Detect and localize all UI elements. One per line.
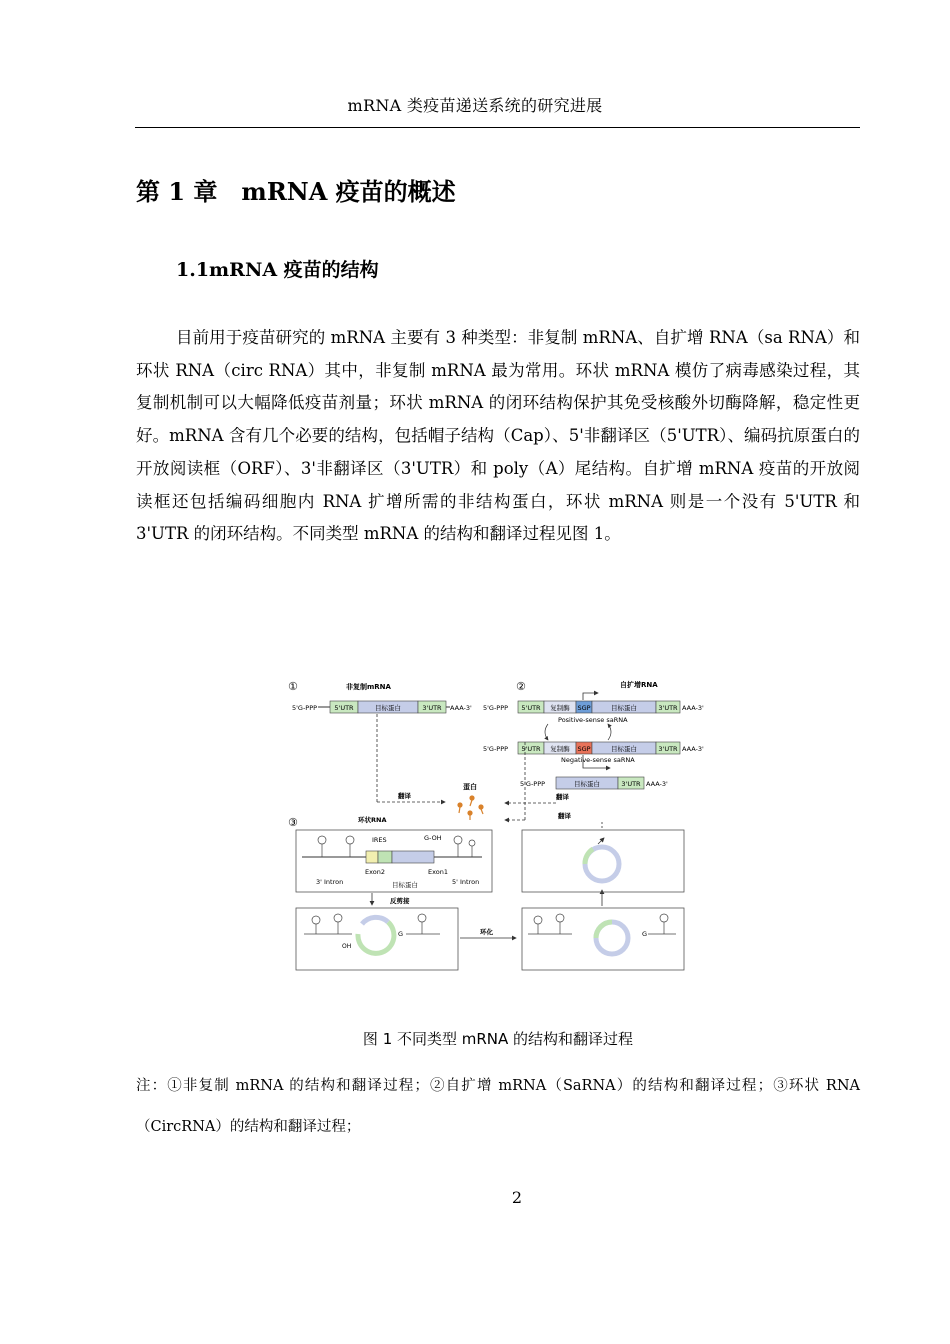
panel2-replicase: 复制酶	[550, 704, 570, 712]
panel3-target: 目标蛋白	[392, 881, 418, 889]
panel3-ires: IRES	[372, 836, 387, 844]
panel3-g-circ: G	[642, 930, 648, 938]
panel3-cyclize: 环化	[480, 928, 493, 936]
panel1-number: ①	[288, 680, 298, 693]
panel2-tail: AAA-3'	[682, 704, 704, 712]
header-rule	[135, 127, 860, 128]
panel3-title: 环状RNA	[358, 816, 387, 824]
panel1-utr3: 3'UTR	[422, 704, 442, 712]
panel1-title: 非复制mRNA	[346, 683, 391, 691]
panel1-translation: 翻译	[398, 792, 411, 800]
chapter-number: 第 1 章	[136, 177, 218, 206]
panel2-cap-neg: 5'G-PPP	[483, 745, 509, 753]
panel1-tail: AAA-3'	[450, 704, 472, 712]
panel2-replicase-neg: 复制酶	[550, 745, 570, 753]
page-number: 2	[511, 1188, 523, 1207]
panel3-backsplice: 反剪接	[390, 897, 410, 905]
panel2-utr5: 5'UTR	[521, 704, 541, 712]
body-text	[136, 322, 860, 551]
panel3-exon1: Exon1	[428, 868, 448, 876]
panel2-number: ②	[516, 680, 526, 693]
panel2-utr5-neg: 5'UTR	[521, 745, 541, 753]
panel2-sub-cap: 5'G-PPP	[520, 780, 546, 788]
panel2-sub-tail: AAA-3'	[646, 780, 668, 788]
chapter-title: mRNA 疫苗的概述	[241, 177, 456, 206]
panel1-target: 目标蛋白	[375, 704, 401, 712]
chapter-heading	[136, 172, 456, 207]
panel2-sub-target: 目标蛋白	[574, 780, 600, 788]
panel2-translation: 翻译	[556, 793, 569, 801]
panel2-utr3-neg: 3'UTR	[658, 745, 678, 753]
section-heading: 1.1mRNA 疫苗的结构	[176, 259, 379, 281]
panel3-number: ③	[288, 816, 298, 829]
panel2-cap: 5'G-PPP	[483, 704, 509, 712]
panel2-target: 目标蛋白	[611, 704, 637, 712]
panel2-positive: Positive-sense saRNA	[558, 716, 628, 724]
figure-caption: 图 1 不同类型 mRNA 的结构和翻译过程	[362, 1030, 634, 1048]
protein-label: 蛋白	[463, 783, 477, 791]
panel3-oh: OH	[342, 943, 352, 950]
panel2-title: 自扩增RNA	[620, 681, 658, 689]
panel1-cap: 5'G-PPP	[292, 704, 318, 712]
panel2-sub-utr3: 3'UTR	[621, 780, 641, 788]
panel3-box-circular	[522, 908, 684, 970]
panel3-translation: 翻译	[558, 812, 571, 820]
protein-icons	[457, 795, 483, 820]
panel2-utr3: 3'UTR	[658, 704, 678, 712]
panel3-exon2: Exon2	[365, 868, 385, 876]
panel2-tail-neg: AAA-3'	[682, 745, 704, 753]
panel3-intron5: 5' Intron	[452, 878, 480, 886]
panel2-sgp-neg: SGP	[577, 745, 591, 753]
panel3-intron3: 3' Intron	[316, 878, 344, 886]
figure-diagram	[280, 672, 720, 978]
panel2-target-neg: 目标蛋白	[611, 745, 637, 753]
panel2-negative: Negative-sense saRNA	[561, 756, 635, 764]
figure-1	[280, 672, 720, 978]
panel1-utr5: 5'UTR	[334, 704, 354, 712]
running-header: mRNA 类疫苗递送系统的研究进展	[347, 96, 603, 115]
panel3-g: G	[398, 930, 404, 938]
panel3-goh: G-OH	[424, 834, 442, 842]
panel2-sgp: SGP	[577, 704, 591, 712]
body-paragraph: 目前用于疫苗研究的 mRNA 主要有 3 种类型：非复制 mRNA、自扩增 RNA（sa RNA）和环状 RNA（circ RNA）其中，非复制 mRNA 最为常用。环状 mRNA 模仿了病毒感染过程，其复制机制可以大幅降低疫苗剂量；环状 mRNA 的闭环结构保护其免受核酸外切酶降解，稳定性更好。mRNA 含有几个必要的结构，包括帽子结构（Cap）、5'非翻译区（5'UTR）、编码抗原蛋白的开放阅读框（ORF）、3'非翻译区（3'UTR）和 poly（A）尾结构。自扩增 mRNA 疫苗的开放阅读框还包括编码细胞内 RNA 扩增所需的非结构蛋白，环状 mRNA 则是一个没有 5'UTR 和 3'UTR 的闭环结构。不同类型 mRNA 的结构和翻译过程见图 1。	[136, 328, 860, 544]
figure-note: 注：①非复制 mRNA 的结构和翻译过程；②自扩增 mRNA（SaRNA）的结构和翻译过程；③环状 RNA（CircRNA）的结构和翻译过程；	[136, 1078, 860, 1135]
